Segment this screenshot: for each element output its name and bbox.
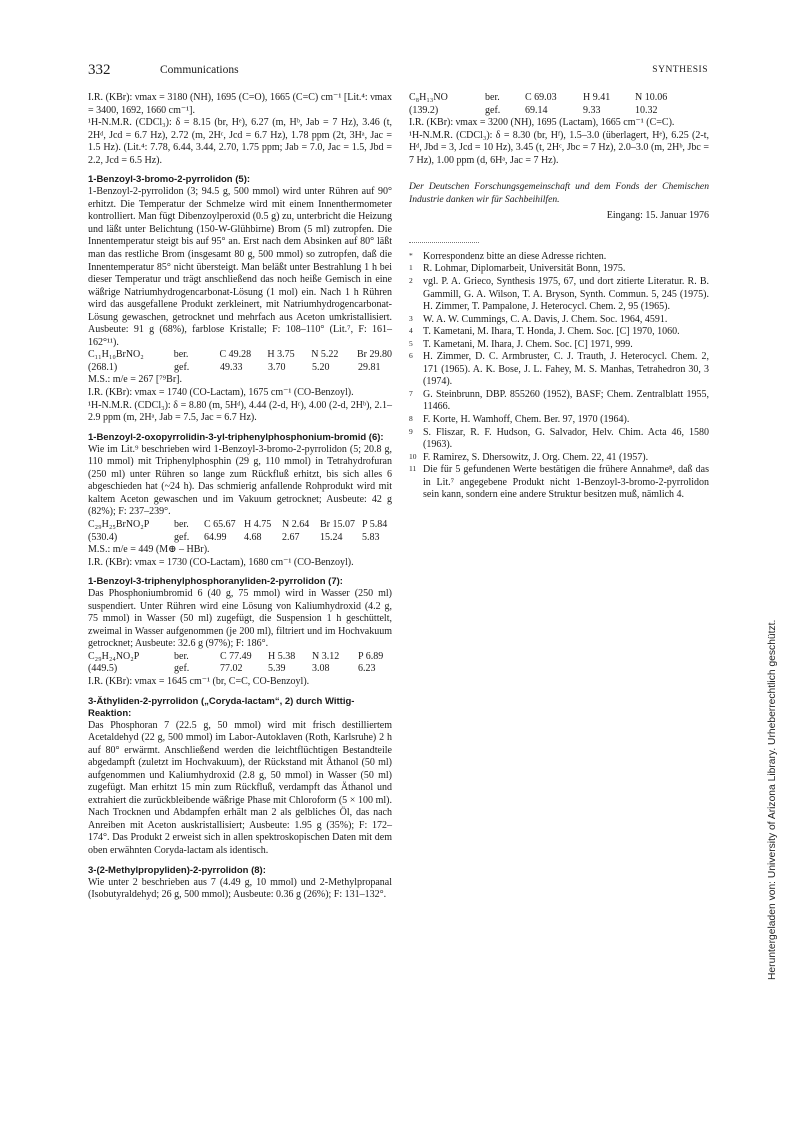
value-h: 5.39 — [268, 663, 286, 675]
procedure-5 — [88, 174, 392, 424]
reference-list — [409, 251, 709, 502]
right-column — [409, 92, 709, 502]
procedure-7-text: Das Phosphoniumbromid 6 (40 g, 75 mmol) wird in Wasser (250 ml) suspendiert. Unter Rühren wird eine Lösung von Kaliumhydroxid (4.2 g, 75 mmol) in Wasser (50 ml) zugefügt, die Suspension 1 h geschüttelt, zweimal in Wasser aufgenommen (je 200 ml), filtriert und im Hochvakuum getrocknet; Ausbeute: 32.6 g (97%); F: 186°. — [88, 588, 392, 650]
reference-text: Korrespondenz bitte an diese Adresse richten. — [423, 250, 607, 262]
formula: C₂₉H₂₄NO₂P — [88, 650, 140, 662]
value-c: 77.02 — [220, 663, 243, 675]
procedure-8 — [88, 865, 392, 902]
value-n: 2.67 — [282, 531, 300, 543]
reference-marker: 9 — [409, 426, 413, 436]
analysis-row — [88, 651, 392, 664]
reference-item — [409, 276, 709, 314]
calc-label: ber. — [173, 349, 189, 361]
page-header — [88, 62, 708, 82]
procedure-5-title: 1-Benzoyl-3-bromo-2-pyrrolidon (5): — [88, 174, 251, 186]
page-number: 332 — [88, 62, 111, 78]
reference-marker: 10 — [409, 451, 417, 461]
formula: C₂₉H₂₅BrNO₂P — [88, 518, 150, 530]
value-n: 10.32 — [635, 104, 658, 116]
analysis-row — [88, 349, 392, 362]
found-label: gef. — [485, 104, 501, 116]
reference-marker: 4 — [409, 326, 413, 336]
reference-marker: 6 — [409, 351, 413, 361]
found-label: gef. — [174, 361, 190, 373]
procedure-7 — [88, 576, 392, 688]
reference-item — [409, 464, 709, 502]
procedure-6-ir: I.R. (KBr): νmax = 1730 (CO-Lactam), 1680 cm⁻¹ (CO-Benzoyl). — [88, 556, 354, 568]
value-h: 4.68 — [244, 531, 262, 543]
procedure-5-nmr: ¹H-N.M.R. (CDCl₃): δ = 8.80 (m, 5Hᵈ), 4.44 (2-d, Hᶜ), 4.00 (2-d, 2Hᵇ), 2.1–2.9 ppm (m, 2Hᵃ, Jab = 7.5, Jac = 6.7 Hz). — [88, 399, 392, 424]
procedure-6 — [88, 432, 392, 569]
received-date: Eingang: 15. Januar 1976 — [606, 210, 709, 222]
intro-spectra — [88, 92, 392, 167]
procedure-5-ms: M.S.: m/e = 267 [⁷⁹Br]. — [88, 374, 182, 386]
formula: C₁₁H₁₀BrNO₂ — [88, 349, 144, 361]
reference-item — [409, 326, 709, 339]
value-c: 64.99 — [204, 531, 227, 543]
procedure-2-title: 3-Äthyliden-2-pyrrolidon („Coryda-lactam“, 2) durch Wittig-Reaktion: — [88, 695, 355, 719]
procedure-6-ms: M.S.: m/e = 449 (M⊕ – HBr). — [88, 544, 210, 556]
reference-text: F. Ramirez, S. Dhersowitz, J. Org. Chem. 22, 41 (1957). — [423, 451, 649, 463]
intro-nmr: ¹H-N.M.R. (CDCl₃): δ = 8.15 (br, Hᵉ), 6.27 (m, Hᵇ, Jab = 7 Hz), 3.46 (t, 2Hᵈ, Jcd = 6.7 Hz), 2.72 (m, 2Hᶜ, Jcd = 6.7 Hz), 1.78 ppm (2t, 3Hᵃ, Jac = 1.5 Hz). (Lit.⁴: 7.78, 6.44, 3.44, 2.70, 1.75 ppm; Jab = 7.0, Jac = 1.5, Jbd = 2.2, Jcd = 6.5 Hz). — [88, 117, 392, 166]
reference-item — [409, 251, 709, 264]
footnote-divider — [409, 242, 479, 243]
download-notice: Heruntergeladen von: University of Arizona Library. Urheberrechtlich geschützt. — [767, 619, 778, 980]
value-n: 3.08 — [312, 663, 330, 675]
value-c: C 77.49 — [220, 650, 252, 662]
reference-text: H. Zimmer, D. C. Armbruster, C. J. Trauth, J. Heterocycl. Chem. 2, 171 (1965). A. K. Bose, J. L. Fahey, M. S. Manhas, Tetrahedron 30, 3 (1974). — [423, 351, 709, 388]
product-8-ir: I.R. (KBr): νmax = 3200 (NH), 1695 (Lactam), 1665 cm⁻¹ (C=C). — [409, 117, 675, 129]
value-n: 5.20 — [312, 361, 330, 373]
molar-mass: (268.1) — [88, 361, 118, 373]
reference-item — [409, 263, 709, 276]
reference-item — [409, 427, 709, 452]
reference-text: vgl. P. A. Grieco, Synthesis 1975, 67, und dort zitierte Literatur. R. B. Gammill, G. A. Wilson, T. A. Bryson, Synth. Commun. 5, 245 (1975). H. Zimmer, T. Pampalone, J. Heterocycl. Chem. 2, 95 (1965). — [423, 276, 709, 313]
reference-text: T. Kametani, M. Ihara, J. Chem. Soc. [C] 1971, 999. — [423, 338, 633, 350]
analysis-row — [88, 532, 392, 545]
reference-text: S. Fliszar, R. F. Hudson, G. Salvador, Helv. Chim. Acta 46, 1580 (1963). — [423, 426, 709, 451]
value-h: H 3.75 — [267, 349, 295, 361]
reference-item — [409, 414, 709, 427]
value-p: P 6.89 — [358, 650, 384, 662]
procedure-8-text: Wie unter 2 beschrieben aus 7 (4.49 g, 10 mmol) und 2-Methylpropanal (Isobutyraldehyd; 26 g, 500 mmol); Ausbeute: 0.36 g (26%); F: 131–132°. — [88, 876, 392, 901]
intro-ir: I.R. (KBr): νmax = 3180 (NH), 1695 (C=O), 1665 (C=C) cm⁻¹ [Lit.⁴: νmax = 3400, 1692, 1660 cm⁻¹]. — [88, 92, 392, 116]
reference-text: F. Korte, H. Wamhoff, Chem. Ber. 97, 1970 (1964). — [423, 414, 630, 426]
section-name: Communications — [160, 64, 239, 76]
procedure-2-text: Das Phosphoran 7 (22.5 g, 50 mmol) wird mit frisch destilliertem Acetaldehyd (22 g, 500 mmol) im Labor-Autoklaven (Roth, Karlsruhe) 2 h auf 80° erwärmt. Anschließend werden die leichtflüchtigen Bestandteile abgedampft (zuletzt im Hochvakuum), der Rückstand mit Äthanol (50 ml) aufgenommen und Kaliumhydroxid (2.8 g, 50 mmol) in Wasser (50 ml) zugefügt. Man erhitzt 15 min zum Rückfluß, verdampft das Äthanol und extrahiert die zurückbleibende wäßrige Phase mit Chloroform (5 × 100 ml). Nach Trocknen und Abdampfen erhält man 2 als gelbliches Öl, das nach Anreiben mit Aceton auskristallisiert; Ausbeute: 1.95 g (35%); F: 172–174°. Das Produkt 2 erweist sich in allen spektroskopischen Daten mit dem oben erwähnten Coryda-lactam als identisch. — [88, 719, 392, 856]
value-h: 3.70 — [268, 361, 286, 373]
analysis-row — [88, 362, 392, 375]
reference-marker: 11 — [409, 464, 417, 474]
acknowledgement: Der Deutschen Forschungsgemeinschaft und dem Fonds der Chemischen Industrie danken wir für Sachbeihilfen. — [409, 181, 709, 205]
reference-text: R. Lohmar, Diplomarbeit, Universität Bonn, 1975. — [423, 263, 626, 275]
found-label: gef. — [174, 531, 190, 543]
value-h: H 4.75 — [244, 518, 272, 530]
reference-marker: * — [409, 250, 413, 260]
procedure-7-ir: I.R. (KBr): νmax = 1645 cm⁻¹ (br, C=C, CO-Benzoyl). — [88, 675, 310, 687]
reference-marker: 5 — [409, 338, 413, 348]
value-h: H 9.41 — [583, 92, 611, 103]
procedure-6-title: 1-Benzoyl-2-oxopyrrolidin-3-yl-triphenylphosphonium-bromid (6): — [88, 431, 384, 443]
reference-marker: 3 — [409, 313, 413, 323]
procedure-2 — [88, 696, 392, 858]
value-c: C 69.03 — [525, 92, 557, 103]
analysis-row — [88, 519, 392, 532]
procedure-5-ir: I.R. (KBr): νmax = 1740 (CO-Lactam), 1675 cm⁻¹ (CO-Benzoyl). — [88, 387, 354, 399]
reference-marker: 8 — [409, 414, 413, 424]
analysis-row — [88, 663, 392, 676]
reference-marker: 7 — [409, 388, 413, 398]
value-br: Br 29.80 — [357, 349, 393, 361]
value-c: 49.33 — [220, 361, 243, 373]
reference-marker: 1 — [409, 263, 413, 273]
value-n: N 5.22 — [311, 349, 339, 361]
value-br: Br 15.07 — [320, 518, 355, 530]
value-h: 9.33 — [583, 104, 601, 116]
molar-mass: (530.4) — [88, 531, 118, 543]
procedure-5-text: 1-Benzoyl-2-pyrrolidon (3; 94.5 g, 500 mmol) wird unter Rühren auf 90° erhitzt. Die Temperatur der Schmelze wird mit einem Innenthermometer kontrolliert. Man fügt Dibenzoylperoxid (0.5 g) zu, unterbricht die Heizung und läßt unter Belichtung (150-W-Glühbirne) Brom (5 ml) zutropfen. Die Innentemperatur steigt bis auf 95° an. Erst nach dem Absinken auf 80° läßt man das restliche Brom (insgesamt 80 g, 500 mmol) so zutropfen, daß die Innentemperatur 85° nicht übersteigt. Man beläßt unter Bestrahlung 1 h bei dieser Temperatur und trägt anschließend das noch heiße Gemisch in eine wäßrige Natriumhydrogencarbonat-Lösung (1 mol) ein. Nach 1 h Rühren wird das ausgefallene Produkt zerkleinert, mit Natriumhydrogencarbonat-Lösung gewaschen, getrocknet und mehrfach aus Aceton umkristallisiert. Ausbeute: 91 g (68%), farblose Kristalle; F: 108–110° (Lit.⁷, F: 161–162°¹¹). — [88, 186, 392, 348]
value-c: 69.14 — [525, 104, 548, 116]
journal-name: SYNTHESIS — [652, 65, 708, 75]
calc-label: ber. — [174, 518, 189, 530]
left-column — [88, 92, 392, 909]
reference-text: W. A. W. Cummings, C. A. Davis, J. Chem. Soc. 1964, 4591. — [423, 313, 668, 325]
calc-label: ber. — [485, 92, 500, 103]
reference-marker: 2 — [409, 276, 413, 286]
reference-item — [409, 452, 709, 465]
value-p: 5.83 — [362, 531, 380, 543]
value-n: N 3.12 — [312, 650, 340, 662]
value-c: C 65.67 — [204, 518, 236, 530]
value-br: 29.81 — [358, 361, 381, 373]
value-n: N 10.06 — [635, 92, 668, 103]
product-8-nmr: ¹H-N.M.R. (CDCl₃): δ = 8.30 (br, Hᶠ), 1.5–3.0 (überlagert, Hᵉ), 6.25 (2-t, Hᵈ, Jbd = 3, Jcd = 10 Hz), 3.45 (t, 2Hᶜ, Jbc = 7 Hz), 2.0–3.0 (m, 2Hᵇ, Jbc = 7 Hz), 1.00 ppm (d, 6Hᵃ, Jac = 7 Hz). — [409, 129, 709, 166]
molar-mass: (449.5) — [88, 663, 118, 675]
reference-text: T. Kametani, M. Ihara, T. Honda, J. Chem. Soc. [C] 1970, 1060. — [423, 326, 680, 338]
reference-text: Die für 5 gefundenen Werte bestätigen die frühere Annahme⁸, daß das in Lit.⁷ angegebene Produkt nicht 1-Benzoyl-3-bromo-2-pyrrolidon sein kann, sondern eine andere Struktur besitzen muß, nämlich 4. — [423, 464, 709, 501]
procedure-7-title: 1-Benzoyl-3-triphenylphosphoranyliden-2-pyrrolidon (7): — [88, 576, 343, 588]
reference-item — [409, 389, 709, 414]
value-c: C 49.28 — [219, 349, 252, 361]
calc-label: ber. — [174, 650, 189, 662]
formula: C₈H₁₃NO — [409, 92, 448, 103]
molar-mass: (139.2) — [409, 104, 439, 116]
reference-item — [409, 314, 709, 327]
value-h: H 5.38 — [268, 650, 296, 662]
reference-item — [409, 351, 709, 389]
analysis-row — [409, 105, 709, 118]
value-n: N 2.64 — [282, 518, 310, 530]
reference-text: G. Steinbrunn, DBP. 855260 (1952), BASF; Chem. Zentralblatt 1955, 11466. — [423, 388, 709, 413]
found-label: gef. — [174, 663, 190, 675]
value-br: 15.24 — [320, 531, 343, 543]
value-p: 6.23 — [358, 663, 376, 675]
value-p: P 5.84 — [362, 518, 388, 530]
procedure-8-title: 3-(2-Methylpropyliden)-2-pyrrolidon (8): — [88, 864, 266, 876]
procedure-6-text: Wie im Lit.⁹ beschrieben wird 1-Benzoyl-3-bromo-2-pyrrolidon (5; 20.8 g, 110 mmol) mit Triphenylphosphin (29 g, 110 mmol) in Tetrahydrofuran (250 ml) unter Rühren so lange zum Rückfluß erhitzt, bis sich alles 6 abgeschieden hat (~24 h). Das schmierig anfallende Rohprodukt wird mit kaltem Aceton gewaschen und im Vakuum getrocknet; Ausbeute: 42 g (82%); F: 237–239°. — [88, 443, 392, 518]
analysis-row — [409, 92, 709, 105]
reference-item — [409, 339, 709, 352]
